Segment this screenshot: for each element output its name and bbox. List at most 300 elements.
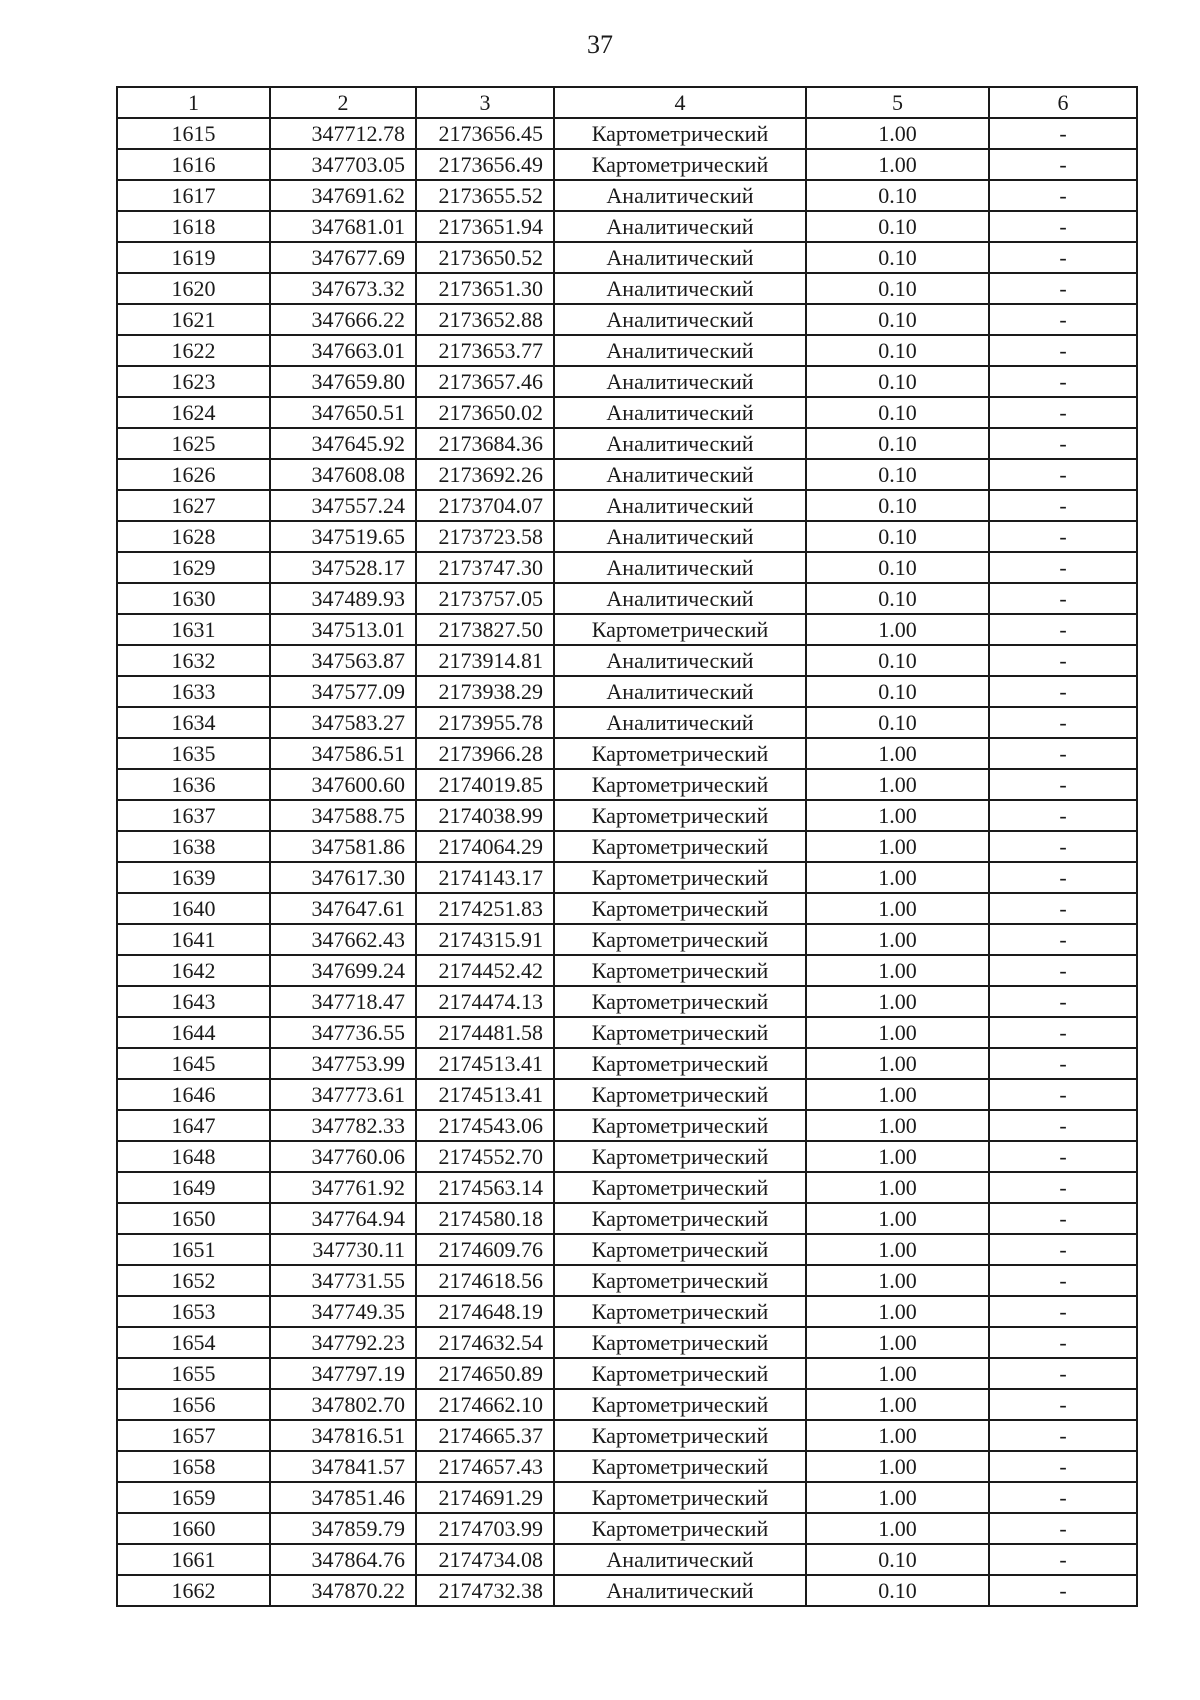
table-cell: 1.00 (806, 1234, 989, 1265)
table-cell: 1.00 (806, 1327, 989, 1358)
table-cell: 1.00 (806, 1265, 989, 1296)
table-cell: 1622 (117, 335, 270, 366)
table-cell: Картометрический (554, 1048, 806, 1079)
table-cell: 1645 (117, 1048, 270, 1079)
table-cell: 2173914.81 (416, 645, 554, 676)
table-cell: 2174251.83 (416, 893, 554, 924)
table-row (117, 1265, 1137, 1296)
table-cell: 347736.55 (270, 1017, 416, 1048)
table-cell: Картометрический (554, 1017, 806, 1048)
table-cell: - (989, 1048, 1137, 1079)
table-cell: 347753.99 (270, 1048, 416, 1079)
table-cell: Картометрический (554, 1234, 806, 1265)
table-row (117, 955, 1137, 986)
table-cell: 1620 (117, 273, 270, 304)
table-cell: 1656 (117, 1389, 270, 1420)
table-cell: 2173656.49 (416, 149, 554, 180)
table-cell: - (989, 118, 1137, 149)
table-cell: Картометрический (554, 1079, 806, 1110)
table-cell: - (989, 583, 1137, 614)
table-row (117, 1172, 1137, 1203)
table-cell: 347859.79 (270, 1513, 416, 1544)
table-cell: 1.00 (806, 1513, 989, 1544)
table-cell: - (989, 149, 1137, 180)
table-cell: 1657 (117, 1420, 270, 1451)
table-cell: - (989, 1234, 1137, 1265)
table-cell: 1.00 (806, 769, 989, 800)
table-cell: 2174734.08 (416, 1544, 554, 1575)
table-cell: 347489.93 (270, 583, 416, 614)
table-cell: Картометрический (554, 1451, 806, 1482)
table-cell: Аналитический (554, 211, 806, 242)
table-cell: Картометрический (554, 1203, 806, 1234)
table-cell: 2174662.10 (416, 1389, 554, 1420)
table-row (117, 1575, 1137, 1606)
table-cell: Аналитический (554, 1544, 806, 1575)
table-cell: Картометрический (554, 1141, 806, 1172)
table-cell: 1.00 (806, 1017, 989, 1048)
table-cell: 2173652.88 (416, 304, 554, 335)
header-cell: 2 (270, 87, 416, 118)
table-cell: 2174609.76 (416, 1234, 554, 1265)
table-cell: 2174513.41 (416, 1079, 554, 1110)
table-cell: 1.00 (806, 1048, 989, 1079)
table-cell: 1.00 (806, 800, 989, 831)
table-cell: - (989, 397, 1137, 428)
table-cell: - (989, 428, 1137, 459)
table-cell: - (989, 1575, 1137, 1606)
table-cell: 347731.55 (270, 1265, 416, 1296)
table-cell: 347851.46 (270, 1482, 416, 1513)
table-cell: - (989, 1513, 1137, 1544)
table-cell: Аналитический (554, 676, 806, 707)
table-row (117, 800, 1137, 831)
table-cell: 347600.60 (270, 769, 416, 800)
table-cell: 1.00 (806, 1358, 989, 1389)
table-cell: 347864.76 (270, 1544, 416, 1575)
table-row (117, 1017, 1137, 1048)
table-cell: 2173651.30 (416, 273, 554, 304)
table-cell: 2174563.14 (416, 1172, 554, 1203)
table-cell: 347782.33 (270, 1110, 416, 1141)
table-row (117, 118, 1137, 149)
table-row (117, 366, 1137, 397)
table-cell: - (989, 1110, 1137, 1141)
table-row (117, 1327, 1137, 1358)
table-cell: 2174481.58 (416, 1017, 554, 1048)
table-cell: - (989, 769, 1137, 800)
table-row (117, 986, 1137, 1017)
table-cell: - (989, 273, 1137, 304)
table-cell: 2173692.26 (416, 459, 554, 490)
table-cell: 2174019.85 (416, 769, 554, 800)
coordinates-table (116, 86, 1138, 1607)
table-cell: 1637 (117, 800, 270, 831)
table-cell: 1632 (117, 645, 270, 676)
table-cell: 347617.30 (270, 862, 416, 893)
table-cell: 0.10 (806, 304, 989, 335)
table-cell: 2174064.29 (416, 831, 554, 862)
table-cell: 1624 (117, 397, 270, 428)
table-cell: Картометрический (554, 1420, 806, 1451)
table-cell: - (989, 738, 1137, 769)
table-cell: 347792.23 (270, 1327, 416, 1358)
table-row (117, 707, 1137, 738)
table-cell: 0.10 (806, 645, 989, 676)
table-row (117, 614, 1137, 645)
table-row (117, 490, 1137, 521)
table-cell: 347673.32 (270, 273, 416, 304)
table-row (117, 149, 1137, 180)
table-cell: - (989, 180, 1137, 211)
table-cell: - (989, 1079, 1137, 1110)
table-cell: 1630 (117, 583, 270, 614)
table-cell: 1631 (117, 614, 270, 645)
table-cell: 1615 (117, 118, 270, 149)
table-cell: 0.10 (806, 1575, 989, 1606)
table-cell: 347841.57 (270, 1451, 416, 1482)
table-cell: - (989, 800, 1137, 831)
table-row (117, 924, 1137, 955)
table-cell: 347659.80 (270, 366, 416, 397)
table-cell: - (989, 1141, 1137, 1172)
table-cell: Аналитический (554, 428, 806, 459)
table-cell: 1646 (117, 1079, 270, 1110)
table-cell: 1616 (117, 149, 270, 180)
table-cell: - (989, 459, 1137, 490)
table-cell: 0.10 (806, 366, 989, 397)
table-cell: 2173827.50 (416, 614, 554, 645)
table-cell: 2174038.99 (416, 800, 554, 831)
table-cell: Аналитический (554, 304, 806, 335)
table-cell: 2173747.30 (416, 552, 554, 583)
table-cell: 347730.11 (270, 1234, 416, 1265)
table-cell: - (989, 1389, 1137, 1420)
table-cell: 0.10 (806, 211, 989, 242)
table-cell: Картометрический (554, 149, 806, 180)
table-cell: 1644 (117, 1017, 270, 1048)
table-cell: - (989, 1017, 1137, 1048)
table-cell: 347577.09 (270, 676, 416, 707)
table-cell: 1.00 (806, 1203, 989, 1234)
table-cell: 2174143.17 (416, 862, 554, 893)
table-cell: 1.00 (806, 893, 989, 924)
table-cell: - (989, 676, 1137, 707)
table-cell: 1634 (117, 707, 270, 738)
table-cell: 1626 (117, 459, 270, 490)
table-cell: 2174474.13 (416, 986, 554, 1017)
table-cell: 1.00 (806, 1296, 989, 1327)
table-cell: 0.10 (806, 242, 989, 273)
table-cell: 347608.08 (270, 459, 416, 490)
table-cell: 347666.22 (270, 304, 416, 335)
table-cell: - (989, 614, 1137, 645)
table-cell: 347677.69 (270, 242, 416, 273)
table-cell: Аналитический (554, 459, 806, 490)
table-cell: 2173966.28 (416, 738, 554, 769)
table-row (117, 335, 1137, 366)
table-cell: 1658 (117, 1451, 270, 1482)
table-cell: 1662 (117, 1575, 270, 1606)
table-cell: 347663.01 (270, 335, 416, 366)
table-cell: 2173704.07 (416, 490, 554, 521)
table-row (117, 552, 1137, 583)
table-cell: 1.00 (806, 986, 989, 1017)
table-cell: - (989, 707, 1137, 738)
table-cell: 347699.24 (270, 955, 416, 986)
table-cell: - (989, 1296, 1137, 1327)
table-cell: 2174650.89 (416, 1358, 554, 1389)
table-row (117, 1358, 1137, 1389)
table-cell: Аналитический (554, 335, 806, 366)
table-row (117, 397, 1137, 428)
table-cell: Аналитический (554, 242, 806, 273)
table-cell: 2173938.29 (416, 676, 554, 707)
table-cell: Картометрический (554, 1172, 806, 1203)
table-cell: 1.00 (806, 1420, 989, 1451)
table-cell: 1627 (117, 490, 270, 521)
table-cell: Картометрический (554, 1482, 806, 1513)
table-cell: - (989, 893, 1137, 924)
table-cell: 2174315.91 (416, 924, 554, 955)
table-row (117, 583, 1137, 614)
table-cell: 2174543.06 (416, 1110, 554, 1141)
table-cell: - (989, 986, 1137, 1017)
table-cell: 1639 (117, 862, 270, 893)
table-cell: 347563.87 (270, 645, 416, 676)
table-cell: 1.00 (806, 1141, 989, 1172)
table-cell: - (989, 1451, 1137, 1482)
table-cell: Аналитический (554, 707, 806, 738)
table-cell: 1.00 (806, 738, 989, 769)
table-cell: 347703.05 (270, 149, 416, 180)
table-cell: Картометрический (554, 800, 806, 831)
table-cell: Картометрический (554, 118, 806, 149)
table-cell: 1623 (117, 366, 270, 397)
table-cell: 1651 (117, 1234, 270, 1265)
table-cell: 1.00 (806, 118, 989, 149)
table-cell: 2173655.52 (416, 180, 554, 211)
table-row (117, 1482, 1137, 1513)
table-cell: 347513.01 (270, 614, 416, 645)
table-cell: - (989, 552, 1137, 583)
table-row (117, 1544, 1137, 1575)
table-cell: 347773.61 (270, 1079, 416, 1110)
table-cell: 1652 (117, 1265, 270, 1296)
table-cell: 1.00 (806, 1079, 989, 1110)
table-cell: Картометрический (554, 986, 806, 1017)
table-cell: Аналитический (554, 397, 806, 428)
table-cell: 1633 (117, 676, 270, 707)
table-cell: 347645.92 (270, 428, 416, 459)
table-cell: 2173650.52 (416, 242, 554, 273)
table-cell: 1636 (117, 769, 270, 800)
table-cell: - (989, 304, 1137, 335)
page-number: 37 (587, 30, 613, 59)
table-cell: Картометрический (554, 738, 806, 769)
table-cell: - (989, 924, 1137, 955)
table-row (117, 1389, 1137, 1420)
table-cell: 1.00 (806, 924, 989, 955)
table-cell: Картометрический (554, 614, 806, 645)
table-cell: 347712.78 (270, 118, 416, 149)
table-row (117, 428, 1137, 459)
table-cell: 2173657.46 (416, 366, 554, 397)
table-cell: 1655 (117, 1358, 270, 1389)
table-cell: 1.00 (806, 149, 989, 180)
table-cell: 1648 (117, 1141, 270, 1172)
table-cell: 1653 (117, 1296, 270, 1327)
table-row (117, 1141, 1137, 1172)
table-cell: - (989, 1327, 1137, 1358)
table-cell: - (989, 1544, 1137, 1575)
table-cell: 0.10 (806, 707, 989, 738)
table-cell: Аналитический (554, 366, 806, 397)
table-cell: 347764.94 (270, 1203, 416, 1234)
header-cell: 4 (554, 87, 806, 118)
table-cell: 1659 (117, 1482, 270, 1513)
table-cell: Картометрический (554, 1265, 806, 1296)
table-cell: 1654 (117, 1327, 270, 1358)
table-cell: - (989, 862, 1137, 893)
table-cell: Аналитический (554, 180, 806, 211)
table-cell: 347870.22 (270, 1575, 416, 1606)
table-cell: Картометрический (554, 1513, 806, 1544)
table-cell: 0.10 (806, 428, 989, 459)
table-cell: - (989, 1358, 1137, 1389)
table-cell: 347761.92 (270, 1172, 416, 1203)
table-cell: 1.00 (806, 1482, 989, 1513)
table-cell: 2174648.19 (416, 1296, 554, 1327)
table-cell: Аналитический (554, 645, 806, 676)
table-cell: 347581.86 (270, 831, 416, 862)
table-row (117, 1420, 1137, 1451)
table-cell: 347586.51 (270, 738, 416, 769)
table-cell: - (989, 521, 1137, 552)
table-cell: - (989, 490, 1137, 521)
table-cell: Картометрический (554, 1296, 806, 1327)
table-cell: Картометрический (554, 1358, 806, 1389)
header-cell: 3 (416, 87, 554, 118)
table-cell: 2174618.56 (416, 1265, 554, 1296)
table-cell: 347647.61 (270, 893, 416, 924)
header-cell: 6 (989, 87, 1137, 118)
table-cell: 1618 (117, 211, 270, 242)
table-cell: 2174452.42 (416, 955, 554, 986)
table-cell: 347588.75 (270, 800, 416, 831)
table-cell: 1641 (117, 924, 270, 955)
table-cell: 347681.01 (270, 211, 416, 242)
table-cell: 1.00 (806, 831, 989, 862)
table-cell: - (989, 955, 1137, 986)
table-cell: 1.00 (806, 1389, 989, 1420)
table-cell: 2173656.45 (416, 118, 554, 149)
table-cell: 2174691.29 (416, 1482, 554, 1513)
table-cell: 0.10 (806, 273, 989, 304)
table-cell: Аналитический (554, 552, 806, 583)
table-cell: 1625 (117, 428, 270, 459)
table-cell: 2174657.43 (416, 1451, 554, 1482)
table-cell: - (989, 1420, 1137, 1451)
table-cell: 347760.06 (270, 1141, 416, 1172)
table-cell: 2174665.37 (416, 1420, 554, 1451)
table-row (117, 1296, 1137, 1327)
table-cell: Картометрический (554, 769, 806, 800)
header-cell: 1 (117, 87, 270, 118)
table-cell: 347557.24 (270, 490, 416, 521)
table-cell: 0.10 (806, 583, 989, 614)
table-cell: 1617 (117, 180, 270, 211)
table-cell: 1649 (117, 1172, 270, 1203)
table-row (117, 676, 1137, 707)
table-cell: 347528.17 (270, 552, 416, 583)
table-cell: 347583.27 (270, 707, 416, 738)
table-row (117, 273, 1137, 304)
table-cell: 2173651.94 (416, 211, 554, 242)
table-cell: 347802.70 (270, 1389, 416, 1420)
table-cell: 0.10 (806, 1544, 989, 1575)
table-cell: 0.10 (806, 180, 989, 211)
table-body (117, 118, 1137, 1606)
table-cell: 2174552.70 (416, 1141, 554, 1172)
table-cell: 1.00 (806, 955, 989, 986)
table-cell: 347749.35 (270, 1296, 416, 1327)
table-cell: 0.10 (806, 676, 989, 707)
table-cell: 1650 (117, 1203, 270, 1234)
table-cell: 1643 (117, 986, 270, 1017)
table-cell: Аналитический (554, 1575, 806, 1606)
table-row (117, 1203, 1137, 1234)
table-cell: 1.00 (806, 1110, 989, 1141)
table-cell: 1642 (117, 955, 270, 986)
table-cell: - (989, 211, 1137, 242)
table-cell: 1635 (117, 738, 270, 769)
table-row (117, 180, 1137, 211)
table-cell: - (989, 831, 1137, 862)
table-cell: 2174580.18 (416, 1203, 554, 1234)
table-row (117, 211, 1137, 242)
table-cell: Картометрический (554, 862, 806, 893)
table-cell: 1628 (117, 521, 270, 552)
table-cell: Картометрический (554, 1327, 806, 1358)
table-cell: 2173757.05 (416, 583, 554, 614)
table-cell: Картометрический (554, 1110, 806, 1141)
table-cell: Картометрический (554, 955, 806, 986)
table-cell: 0.10 (806, 490, 989, 521)
table-cell: 347718.47 (270, 986, 416, 1017)
table-row (117, 242, 1137, 273)
table-cell: 1.00 (806, 862, 989, 893)
header-cell: 5 (806, 87, 989, 118)
table-cell: 2174513.41 (416, 1048, 554, 1079)
table-cell: 0.10 (806, 397, 989, 428)
table-row (117, 304, 1137, 335)
table-cell: 2173653.77 (416, 335, 554, 366)
table-row (117, 862, 1137, 893)
table-cell: 2173723.58 (416, 521, 554, 552)
table-cell: - (989, 335, 1137, 366)
table-cell: 347691.62 (270, 180, 416, 211)
table-cell: 1638 (117, 831, 270, 862)
table-cell: Аналитический (554, 273, 806, 304)
table-row (117, 831, 1137, 862)
table-row (117, 1048, 1137, 1079)
table-cell: Картометрический (554, 924, 806, 955)
table-cell: 1661 (117, 1544, 270, 1575)
table-row (117, 738, 1137, 769)
table-row (117, 1079, 1137, 1110)
table-cell: 2173684.36 (416, 428, 554, 459)
